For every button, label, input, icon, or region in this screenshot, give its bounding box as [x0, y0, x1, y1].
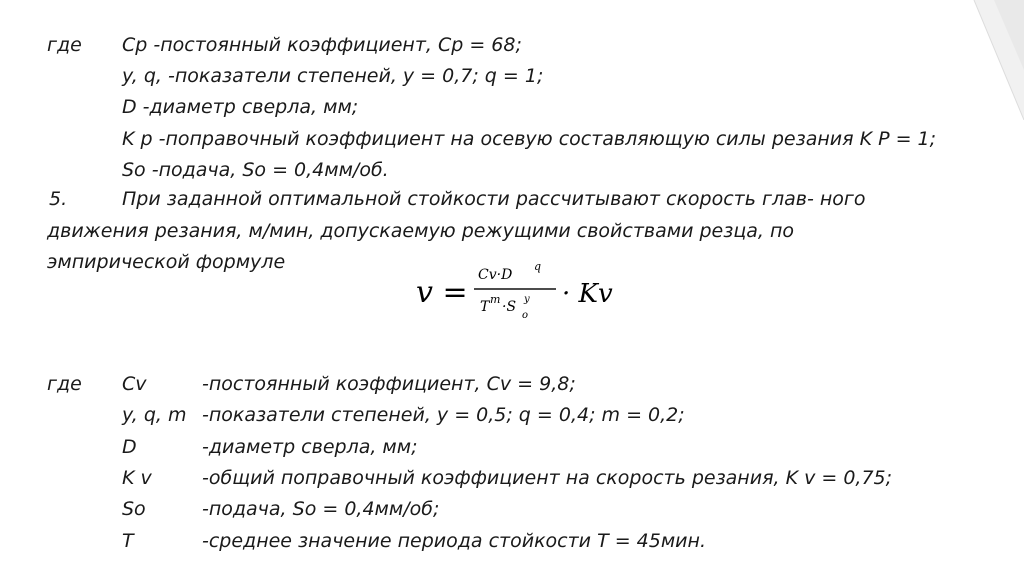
formula-numerator: Cv·D — [478, 267, 513, 283]
formula-rhs: · Kv — [562, 279, 613, 309]
row-symbol: Cv — [122, 373, 147, 395]
formula-denominator-exponent: m — [490, 293, 501, 306]
row-symbol: D — [122, 436, 137, 458]
section-text-line-1: При заданной оптимальной стойкости рассчитывают скорость глав- ного — [122, 188, 866, 210]
feed-line: So -подача, So = 0,4мм/об. — [122, 159, 389, 181]
row-symbol: So — [122, 498, 146, 520]
velocity-formula — [416, 257, 626, 329]
row-description: -общий поправочный коэффициент на скорость резания, K v = 0,75; — [202, 467, 893, 489]
exponents-line: y, q, -показатели степеней, y = 0,7; q = 1; — [122, 65, 544, 87]
where-label-2: где — [47, 373, 82, 395]
formula-denominator: T — [480, 299, 490, 315]
row-symbol: K v — [122, 467, 152, 489]
cp-line: Cp -постоянный коэффициент, Cp = 68; — [122, 34, 522, 56]
row-symbol: T — [122, 530, 134, 552]
row-description: -постоянный коэффициент, Cv = 9,8; — [202, 373, 576, 395]
formula-denominator-subscript: o — [522, 310, 529, 321]
formula-denominator-superscript: y — [524, 294, 530, 305]
diameter-line: D -диаметр сверла, мм; — [122, 96, 359, 118]
where-label-1: где — [47, 34, 82, 56]
formula-lhs: v = — [416, 275, 468, 310]
row-symbol: y, q, m — [122, 404, 187, 426]
section-text-line-2: движения резания, м/мин, допускаемую режущими свойствами резца, по — [47, 220, 795, 242]
section-text-line-3: эмпирической формуле — [47, 251, 286, 273]
row-description: -диаметр сверла, мм; — [202, 436, 418, 458]
formula-denominator-rest: ·S — [502, 299, 517, 315]
section-number: 5. — [49, 188, 68, 210]
row-description: -подача, So = 0,4мм/об; — [202, 498, 440, 520]
correction-line: K p -поправочный коэффициент на осевую составляющую силы резания K P = 1; — [122, 128, 937, 150]
row-description: -показатели степеней, y = 0,5; q = 0,4; m = 0,2; — [202, 404, 685, 426]
row-description: -среднее значение периода стойкости T = 45мин. — [202, 530, 706, 552]
formula-numerator-exponent: q — [534, 260, 542, 273]
corner-decoration — [914, 0, 1024, 120]
